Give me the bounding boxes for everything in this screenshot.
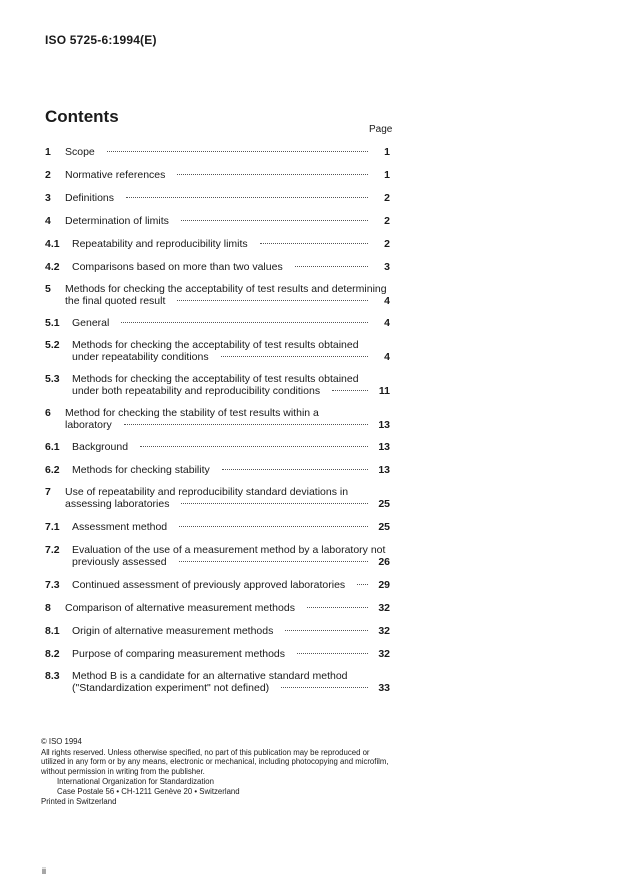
toc-entry-title: Purpose of comparing measurement methods — [72, 648, 286, 660]
toc-entry-title: Methods for checking stability — [72, 464, 210, 476]
toc-entry-title-line: previously assessed — [72, 556, 167, 568]
leader-dots — [307, 607, 368, 608]
copyright-notice: © ISO 1994 — [41, 737, 82, 746]
leader-dots — [179, 561, 368, 562]
toc-entry-title: Scope — [65, 146, 95, 158]
leader-dots — [140, 446, 368, 447]
toc-entry-number: 5.3 — [45, 373, 60, 385]
toc-entry-title-line: Methods for checking the acceptability of test results obtained — [72, 373, 359, 385]
toc-entry-title: Comparison of alternative measurement methods — [65, 602, 295, 614]
toc-entry-6-1[interactable] — [45, 441, 390, 453]
toc-entry-number: 5.1 — [45, 317, 60, 329]
leader-dots — [357, 584, 368, 585]
organization-address: Case Postale 56 • CH-1211 Genève 20 • Switzerland — [57, 786, 240, 796]
leader-dots — [177, 300, 368, 301]
leader-dots — [332, 390, 368, 391]
leader-dots — [295, 266, 368, 267]
toc-entry-6[interactable] — [45, 407, 390, 431]
toc-entry-title-line: Methods for checking the acceptability of test results and determining — [65, 283, 387, 295]
toc-entry-page: 29 — [378, 579, 390, 591]
toc-entry-page: 26 — [378, 556, 390, 568]
leader-dots — [179, 526, 368, 527]
toc-entry-5-3[interactable] — [45, 373, 390, 397]
toc-entry-8-3[interactable] — [45, 670, 390, 694]
leader-dots — [181, 503, 368, 504]
toc-entry-7-3[interactable] — [45, 579, 390, 591]
toc-entry-number: 7.1 — [45, 521, 60, 533]
toc-entry-number: 7.2 — [45, 544, 60, 556]
toc-entry-7-1[interactable] — [45, 521, 390, 533]
leader-dots — [181, 220, 368, 221]
toc-entry-page: 32 — [378, 602, 390, 614]
toc-entry-number: 4.2 — [45, 261, 60, 273]
toc-entry-number: 7 — [45, 486, 51, 498]
leader-dots — [126, 197, 368, 198]
toc-entry-2[interactable] — [45, 169, 390, 181]
toc-entry-page: 1 — [384, 146, 390, 158]
toc-entry-4[interactable] — [45, 215, 390, 227]
table-of-contents — [45, 146, 390, 694]
toc-entry-number: 6 — [45, 407, 51, 419]
toc-entry-8-1[interactable] — [45, 625, 390, 637]
toc-entry-title: Origin of alternative measurement methods — [72, 625, 274, 637]
toc-entry-page: 2 — [384, 238, 390, 250]
toc-entry-title-line: under both repeatability and reproducibility conditions — [72, 385, 321, 397]
toc-entry-page: 32 — [378, 648, 390, 660]
toc-entry-title: Assessment method — [72, 521, 168, 533]
toc-entry-1[interactable] — [45, 146, 390, 158]
toc-entry-number: 4 — [45, 215, 51, 227]
toc-entry-title-line: the final quoted result — [65, 295, 166, 307]
toc-entry-5-2[interactable] — [45, 339, 390, 363]
toc-entry-title: Continued assessment of previously approved laboratories — [72, 579, 346, 591]
leader-dots — [177, 174, 368, 175]
toc-entry-title-line: Methods for checking the acceptability of test results obtained — [72, 339, 359, 351]
rights-statement: All rights reserved. Unless otherwise specified, no part of this publication may be reproduced or utilized in any form or by any means, electronic or mechanical, including photocopying and microfilm, without permission in writing from the publisher. — [41, 747, 389, 776]
toc-entry-title: Determination of limits — [65, 215, 169, 227]
page-number: ii — [42, 866, 46, 876]
toc-entry-title-line: laboratory — [65, 419, 112, 431]
toc-entry-number: 2 — [45, 169, 51, 181]
toc-entry-title-line: Evaluation of the use of a measurement method by a laboratory not — [72, 544, 386, 556]
toc-entry-number: 6.2 — [45, 464, 60, 476]
leader-dots — [260, 243, 368, 244]
copyright-block — [41, 737, 391, 806]
toc-entry-title-line: Use of repeatability and reproducibility standard deviations in — [65, 486, 349, 498]
toc-entry-number: 6.1 — [45, 441, 60, 453]
toc-entry-page: 2 — [384, 192, 390, 204]
toc-entry-page: 2 — [384, 215, 390, 227]
organization-name: International Organization for Standardization — [57, 777, 214, 787]
toc-entry-page: 33 — [378, 682, 390, 694]
toc-entry-page: 25 — [378, 521, 390, 533]
toc-entry-4-2[interactable] — [45, 261, 390, 273]
toc-entry-page: 11 — [378, 385, 390, 397]
toc-entry-5[interactable] — [45, 283, 390, 307]
toc-entry-page: 4 — [384, 317, 390, 329]
toc-entry-title-line: ("Standardization experiment" not defined) — [72, 682, 270, 694]
leader-dots — [221, 356, 368, 357]
toc-entry-number: 5 — [45, 283, 51, 295]
leader-dots — [107, 151, 368, 152]
toc-entry-number: 5.2 — [45, 339, 60, 351]
toc-entry-title: Comparisons based on more than two values — [72, 261, 283, 273]
toc-entry-title: Repeatability and reproducibility limits — [72, 238, 248, 250]
toc-entry-number: 8.3 — [45, 670, 60, 682]
toc-entry-title-line: Method for checking the stability of test results within a — [65, 407, 319, 419]
leader-dots — [285, 630, 368, 631]
toc-entry-number: 4.1 — [45, 238, 60, 250]
toc-entry-page: 25 — [378, 498, 390, 510]
toc-entry-title: Normative references — [65, 169, 166, 181]
toc-entry-number: 8.2 — [45, 648, 60, 660]
toc-entry-title: Background — [72, 441, 129, 453]
toc-entry-number: 7.3 — [45, 579, 60, 591]
toc-entry-number: 8 — [45, 602, 51, 614]
toc-entry-8-2[interactable] — [45, 648, 390, 660]
toc-entry-7[interactable] — [45, 486, 390, 510]
toc-entry-number: 8.1 — [45, 625, 60, 637]
toc-entry-8[interactable] — [45, 602, 390, 614]
leader-dots — [297, 653, 368, 654]
toc-entry-page: 32 — [378, 625, 390, 637]
toc-entry-title-line: under repeatability conditions — [72, 351, 209, 363]
toc-entry-page: 4 — [384, 351, 390, 363]
leader-dots — [121, 322, 368, 323]
toc-entry-page: 13 — [378, 464, 390, 476]
toc-entry-title: Definitions — [65, 192, 115, 204]
leader-dots — [281, 687, 368, 688]
toc-entry-title-line: Method B is a candidate for an alternative standard method — [72, 670, 348, 682]
toc-entry-page: 3 — [384, 261, 390, 273]
toc-entry-number: 3 — [45, 192, 51, 204]
toc-entry-6-2[interactable] — [45, 464, 390, 476]
leader-dots — [222, 469, 368, 470]
standard-identifier: ISO 5725-6:1994(E) — [45, 33, 157, 47]
printed-in: Printed in Switzerland — [41, 796, 117, 806]
toc-entry-7-2[interactable] — [45, 544, 390, 568]
toc-entry-page: 13 — [378, 441, 390, 453]
toc-entry-title-line: assessing laboratories — [65, 498, 170, 510]
page-column-label: Page — [369, 124, 393, 135]
toc-entry-page: 1 — [384, 169, 390, 181]
toc-entry-page: 13 — [378, 419, 390, 431]
toc-entry-title: General — [72, 317, 110, 329]
toc-entry-5-1[interactable] — [45, 317, 390, 329]
toc-entry-page: 4 — [384, 295, 390, 307]
toc-entry-number: 1 — [45, 146, 51, 158]
toc-entry-4-1[interactable] — [45, 238, 390, 250]
toc-entry-3[interactable] — [45, 192, 390, 204]
leader-dots — [124, 424, 368, 425]
contents-heading: Contents — [45, 107, 119, 126]
